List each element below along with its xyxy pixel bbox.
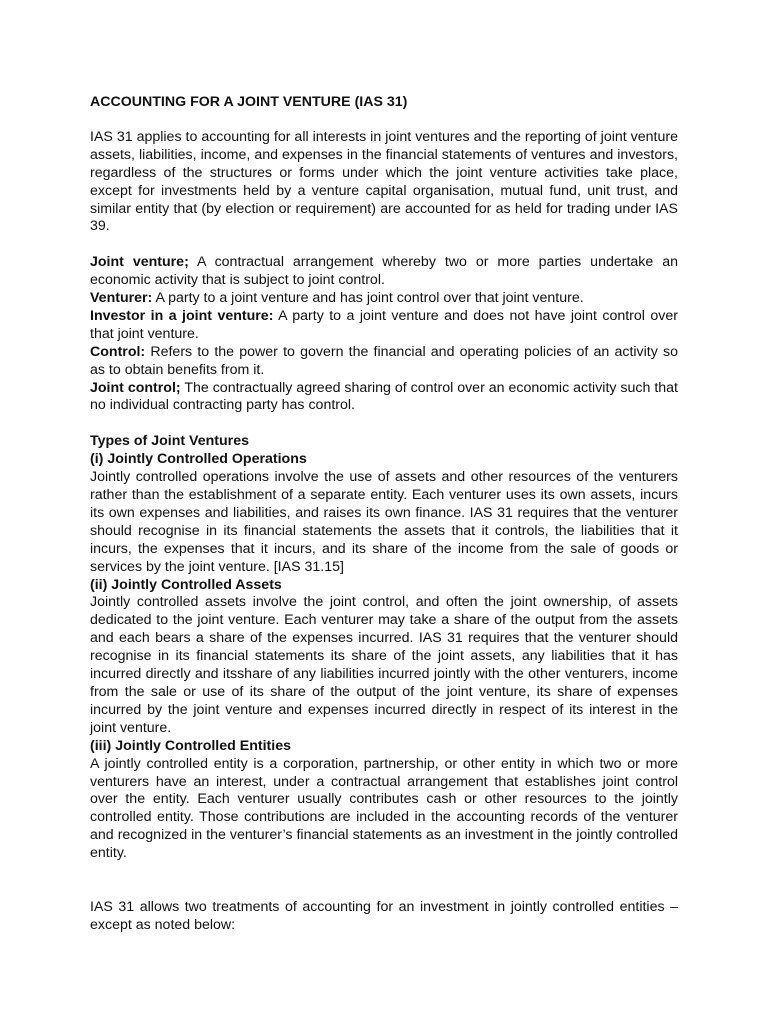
document-page [90, 94, 678, 935]
definition-investor [90, 308, 678, 344]
definition-text: Refers to the power to govern the financial and operating policies of an activity so as to obtain benefits from it. [90, 343, 678, 378]
definition-joint-venture [90, 254, 678, 290]
definitions-list [90, 254, 678, 415]
paragraph-spacer [90, 863, 678, 899]
document-title: ACCOUNTING FOR A JOINT VENTURE (IAS 31) [90, 94, 408, 110]
definition-term: Control: [90, 343, 146, 360]
definition-term: Venturer: [90, 290, 153, 307]
type-section-entities [90, 738, 678, 863]
definition-text: A party to a joint venture and has joint control over that joint venture. [152, 290, 584, 307]
type-body: Jointly controlled operations involve the use of assets and other resources of the venturers rather than the establishment of a separate entity. Each venturer uses its own assets, incurs its own expenses and liabilities, and raises its own finance. IAS 31 requires that the venturer should recognise in its financial statements the assets that it controls, the liabilities that it incurs, the expenses that it incurs, and its share of the income from the sale of goods or services by the joint venture. [IAS 31.15] [90, 469, 678, 575]
type-body: Jointly controlled assets involve the joint control, and often the joint ownership, of assets dedicated to the joint venture. Each venturer may take a share of the output from the assets and each bears a share of the expenses incurred. IAS 31 requires that the venturer should recognise in its financial statements its share of the joint assets, any liabilities that it has incurred directly and itsshare of any liabilities incurred jointly with the other venturers, income from the sale or use of its share of the output of the joint venture, its share of expenses incurred by the joint venture and expenses incurred directly in respect of its interest in the joint venture. [90, 594, 678, 736]
paragraph-spacer [90, 236, 678, 254]
type-heading: (i) Jointly Controlled Operations [90, 451, 307, 468]
definition-term: Investor in a joint venture: [90, 307, 274, 324]
definition-text: A party to a joint venture and does not have joint control over that joint venture. [90, 307, 678, 342]
intro-paragraph: IAS 31 applies to accounting for all interests in joint ventures and the reporting of joint venture assets, liabilities, income, and expenses in the financial statements of ventures and investors, regardless of the structures or forms under which the joint venture activities take place, except for investments held by a venture capital organisation, mutual fund, unit trust, and similar entity that (by election or requirement) are accounted for as held for trading under IAS 39. [90, 128, 678, 235]
type-section-assets [90, 577, 678, 738]
definition-text: A contractual arrangement whereby two or more parties undertake an economic activity that is subject to joint control. [90, 254, 679, 289]
type-heading: (iii) Jointly Controlled Entities [90, 737, 291, 754]
closing-paragraph: IAS 31 allows two treatments of accounting for an investment in jointly controlled entities – except as noted below: [90, 898, 678, 933]
definition-joint-control [90, 380, 678, 416]
definition-control [90, 344, 678, 380]
types-heading: Types of Joint Ventures [90, 433, 249, 450]
type-section-operations [90, 451, 678, 576]
paragraph-spacer [90, 415, 678, 433]
definition-text: The contractually agreed sharing of control over an economic activity such that no individual contracting party has control. [90, 379, 678, 414]
definition-term: Joint control; [90, 379, 181, 396]
type-body: A jointly controlled entity is a corporation, partnership, or other entity in which two or more venturers have an interest, under a contractual arrangement that establishes joint control over the entity. Each venturer usually contributes cash or other resources to the jointly controlled entity. Those contributions are included in the accounting records of the venturer and recognized in the venturer’s financial statements as an investment in the jointly controlled entity. [90, 755, 678, 862]
definition-venturer [90, 290, 678, 308]
definition-term: Joint venture; [90, 254, 189, 271]
type-heading: (ii) Jointly Controlled Assets [90, 576, 282, 593]
